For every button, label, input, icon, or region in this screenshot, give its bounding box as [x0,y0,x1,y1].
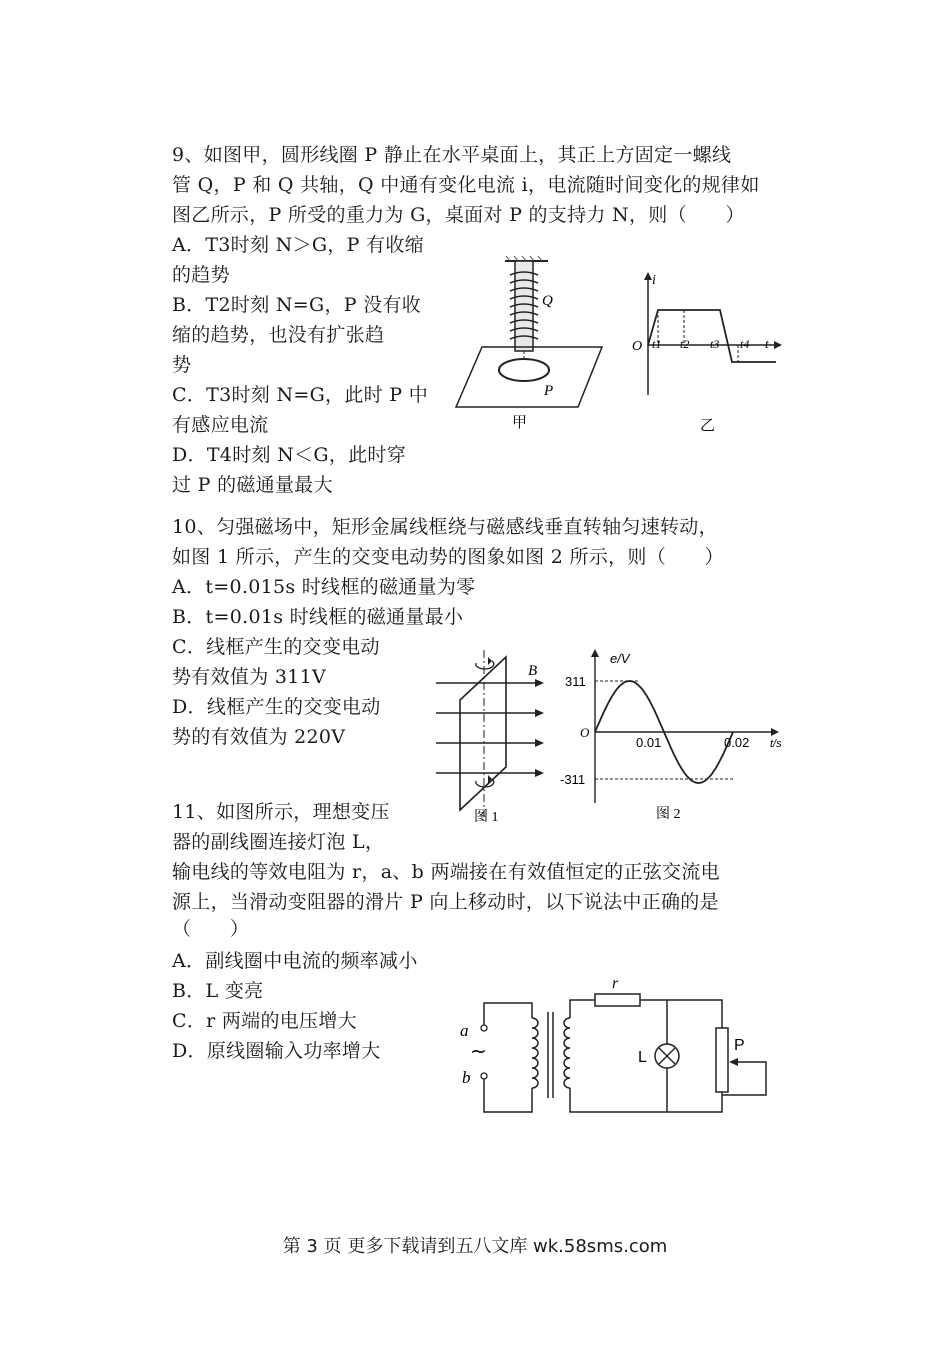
tick-t2: t2 [680,337,690,351]
q9-option-c-cont: 有感应电流 [172,414,269,436]
label-l: L [638,1049,647,1066]
q9-stem-line-3: 图乙所示，P 所受的重力为 G，桌面对 P 的支持力 N，则（ ） [172,204,745,226]
q9-option-b: B．T2时刻 N=G，P 没有收 [172,294,422,316]
label-i: i [652,273,656,288]
figure-yi [628,270,788,435]
q10-option-a: A．t=0.015s 时线框的磁通量为零 [172,576,476,598]
caption-yi: 乙 [700,418,716,434]
q11-option-b: B．L 变亮 [172,980,264,1002]
resistor-r [595,994,640,1006]
caption-jia: 甲 [512,415,528,431]
label-t: t [765,336,769,351]
q9-option-d-cont: 过 P 的磁通量最大 [172,474,333,496]
tick-t3: t3 [710,337,720,351]
tick-t4: t4 [740,337,750,351]
q11-stem-line-3: 输电线的等效电阻为 r，a、b 两端接在有效值恒定的正弦交流电 [172,861,720,883]
q11-stem-line-4: 源上，当滑动变阻器的滑片 P 向上移动时，以下说法中正确的是 [172,891,719,913]
q9-stem-line-2: 管 Q，P 和 Q 共轴，Q 中通有变化电流 i，电流随时间变化的规律如 [172,174,760,196]
label-p: P [544,383,554,399]
tick-001: 0.01 [636,735,662,750]
q9-option-c: C．T3时刻 N=G，此时 P 中 [172,384,429,406]
q11-option-c: C．r 两端的电压增大 [172,1010,357,1032]
q11-option-a: A．副线圈中电流的频率减小 [172,950,418,972]
q11-stem-line-5: （ ） [172,918,250,940]
q10-option-d-cont: 势的有效值为 220V [172,726,346,748]
q11-stem-line-1: 11、如图所示，理想变压 [172,801,390,823]
axis-label-e: e/V [610,651,630,666]
q9-option-b-cont2: 势 [172,354,192,376]
tick-311: 311 [565,674,586,689]
label-o: O [632,339,643,354]
axis-label-t: t/s [770,738,782,750]
q9-option-a: A．T3时刻 N＞G，P 有收缩 [172,234,424,256]
q11-option-d: D．原线圈输入功率增大 [172,1040,381,1062]
q9-option-a-cont: 的趋势 [172,264,230,286]
label-q: Q [542,293,553,309]
caption-fig1: 图 1 [474,810,499,825]
q10-option-d: D．线框产生的交变电动 [172,696,381,718]
tick-002: 0.02 [724,735,750,750]
figure-2 [560,645,790,825]
figure-circuit [450,970,790,1120]
q11-stem-line-2: 器的副线圈连接灯泡 L， [172,831,385,853]
label-slider-p: P [734,1037,745,1054]
terminal-a: a [460,1021,469,1040]
q9-option-b-cont: 缩的趋势，也没有扩张趋 [172,324,385,346]
q10-option-c-cont: 势有效值为 311V [172,666,327,688]
label-r: r [612,975,619,992]
q10-option-b: B．t=0.01s 时线框的磁通量最小 [172,606,464,628]
tick-t1: t1 [652,337,662,351]
page-footer: 第 3 页 更多下载请到五八文库 wk.58sms.com [282,1236,668,1257]
q9-stem-line-1: 9、如图甲，圆形线圈 P 静止在水平桌面上，其正上方固定一螺线 [172,144,732,166]
figure-1 [430,645,560,825]
caption-fig2: 图 2 [656,807,681,822]
ac-source-symbol: ~ [470,1039,487,1063]
label-b: B [528,663,538,679]
tick-neg311: -311 [560,772,586,787]
q10-stem-line-1: 10、匀强磁场中，矩形金属线框绕与磁感线垂直转轴匀速转动， [172,516,718,538]
terminal-b: b [462,1068,471,1087]
q9-option-d: D．T4时刻 N＜G，此时穿 [172,444,407,466]
label-origin: O [580,725,590,740]
q10-stem-line-2: 如图 1 所示，产生的交变电动势的图象如图 2 所示，则（ ） [172,546,724,568]
q10-option-c: C．线框产生的交变电动 [172,636,380,658]
rheostat [716,1028,728,1092]
figure-jia [450,255,610,435]
